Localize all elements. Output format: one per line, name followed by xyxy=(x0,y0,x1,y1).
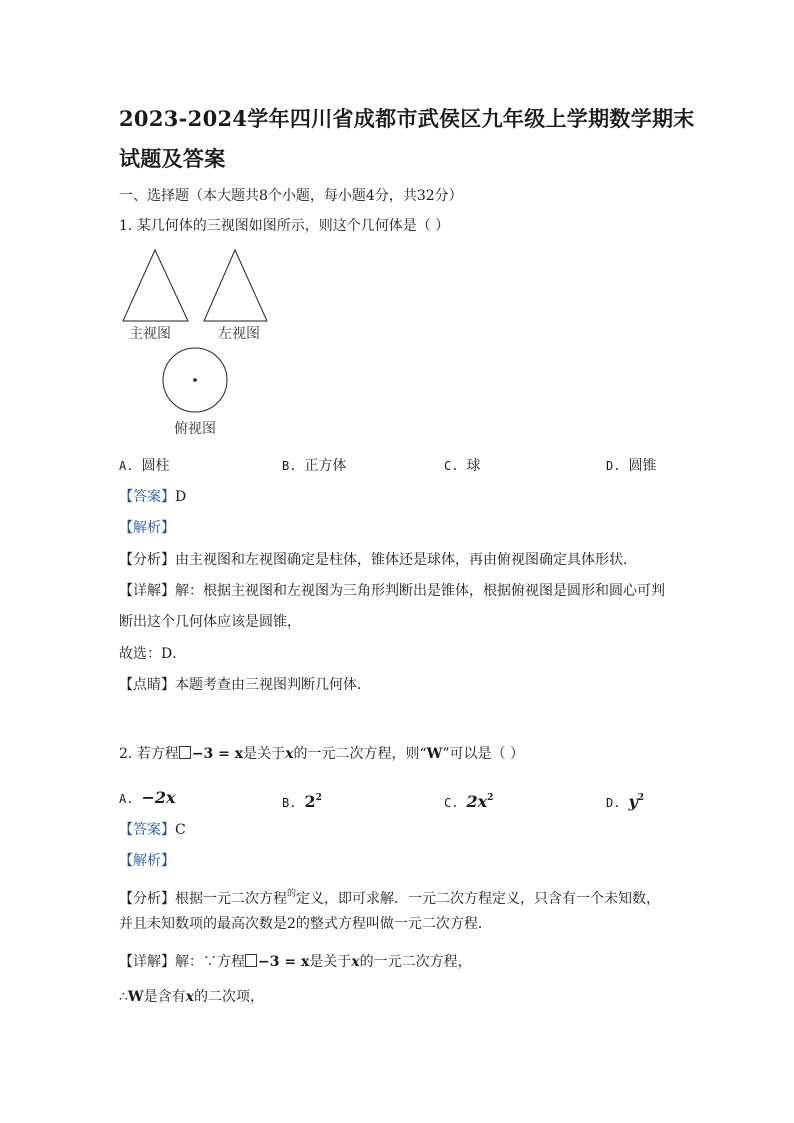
option-label: C. xyxy=(444,796,459,810)
option-label: A. xyxy=(119,792,134,806)
answer-value: C xyxy=(175,822,186,838)
front-view-triangle xyxy=(123,250,188,321)
q2-therefore-line xyxy=(119,988,264,1006)
top-view-label: 俯视图 xyxy=(174,421,216,437)
q1-xiangjie-line2: 断出这个几何体应该是圆锥， xyxy=(119,614,301,630)
option-math-base: 2x xyxy=(466,792,488,811)
q1-analysis-tag xyxy=(119,519,175,537)
q1-conclusion: 故选：D． xyxy=(119,646,187,662)
fenxi-tag: 【分析】 xyxy=(119,552,175,568)
q1-stem: 1. 某几何体的三视图如图所示，则这个几何体是（ ） xyxy=(119,218,450,234)
front-view-label: 主视图 xyxy=(129,326,171,342)
fenxi-de: 的 xyxy=(287,889,297,899)
q1-fenxi xyxy=(119,551,637,569)
therefore-text-c: 的二次项， xyxy=(194,989,265,1005)
q2-stem-mid: 是关于 xyxy=(243,746,286,762)
q2-answer xyxy=(119,821,186,839)
therefore-variable: x xyxy=(185,989,195,1005)
option-text: 球 xyxy=(466,458,481,474)
w-symbol: W xyxy=(127,989,144,1005)
fenxi-text-a: 根据一元二次方程 xyxy=(175,891,287,907)
fenxi-text: 由主视图和左视图确定是柱体，锥体还是球体，再由俯视图确定具体形状． xyxy=(175,552,637,568)
xiangjie-variable: x xyxy=(351,954,360,970)
q2-fenxi-line1 xyxy=(119,885,660,908)
option-text: 正方体 xyxy=(304,458,347,474)
analysis-tag: 【解析】 xyxy=(119,520,175,536)
therefore-text-b: 是含有 xyxy=(143,989,186,1005)
fenxi-text-b: 定义，即可求解．一元二次方程定义，只含有一个未知数， xyxy=(296,891,661,907)
option-math-exponent: 2 xyxy=(487,793,494,803)
q2-xiangjie xyxy=(119,953,472,971)
q2-option-c[interactable] xyxy=(444,789,493,812)
option-text: 圆柱 xyxy=(141,458,170,474)
option-label: A. xyxy=(119,459,134,473)
xiangjie-text-b: 是关于 xyxy=(309,954,352,970)
analysis-tag: 【解析】 xyxy=(119,853,175,869)
q2-stem-pre: 2. 若方程 xyxy=(119,746,179,762)
xiangjie-text-c: 的一元二次方程， xyxy=(359,954,472,970)
section-heading: 一、选择题（本大题共8个小题，每小题4分，共32分） xyxy=(119,188,463,204)
q2-fenxi-line2: 并且未知数项的最高次数是2的整式方程叫做一元二次方程． xyxy=(119,916,492,932)
q2-option-d[interactable] xyxy=(606,789,644,812)
therefore-symbol: ∴ xyxy=(119,989,128,1005)
q2-option-a[interactable] xyxy=(119,789,176,808)
dianjing-text: 本题考查由三视图判断几何体． xyxy=(175,677,371,693)
q1-option-d[interactable] xyxy=(606,457,656,475)
option-math-exponent: 2 xyxy=(315,793,322,803)
q1-option-b[interactable] xyxy=(282,457,346,475)
q1-dianjing xyxy=(119,676,371,694)
option-label: B. xyxy=(282,796,297,810)
three-view-figure xyxy=(119,245,289,440)
q2-stem-post2: ”可以是（ ） xyxy=(442,746,524,762)
option-math: −2x xyxy=(141,788,176,807)
xiangjie-tag: 【详解】 xyxy=(119,583,175,599)
dianjing-tag: 【点睛】 xyxy=(119,677,175,693)
xiangjie-equation: −3 = x xyxy=(258,954,310,970)
option-math-exponent: 2 xyxy=(637,793,645,803)
q1-answer xyxy=(119,488,186,506)
top-view-center-dot xyxy=(193,378,197,382)
answer-value: D xyxy=(175,489,187,505)
left-view-label: 左视图 xyxy=(218,326,260,342)
blank-box xyxy=(245,954,257,967)
xiangjie-tag: 【详解】 xyxy=(119,954,175,970)
page-title-line1: 2023-2024学年四川省成都市武侯区九年级上学期数学期末 xyxy=(119,106,695,131)
xiangjie-text-a: 解：∵方程 xyxy=(175,954,245,970)
q1-xiangjie-line1 xyxy=(119,582,665,600)
option-text: 圆锥 xyxy=(628,458,657,474)
answer-tag: 【答案】 xyxy=(119,822,175,838)
q2-stem-post1: 的一元二次方程，则“ xyxy=(293,746,427,762)
option-math-base: y xyxy=(628,792,638,811)
left-view-triangle xyxy=(204,250,267,321)
xiangjie-text: 解：根据主视图和左视图为三角形判断出是锥体，根据俯视图是圆形和圆心可判 xyxy=(175,583,665,599)
page-title-line2: 试题及答案 xyxy=(119,146,226,171)
option-math-base: 2 xyxy=(304,792,316,811)
q2-stem xyxy=(119,745,524,763)
q2-w-symbol: W xyxy=(426,746,443,762)
q2-option-b[interactable] xyxy=(282,789,322,812)
q1-option-a[interactable] xyxy=(119,457,169,475)
option-label: D. xyxy=(606,459,621,473)
answer-tag: 【答案】 xyxy=(119,489,175,505)
q2-equation: −3 = x xyxy=(191,746,244,762)
option-label: D. xyxy=(606,796,621,810)
option-label: B. xyxy=(282,459,297,473)
q2-variable: x xyxy=(285,746,294,762)
blank-box xyxy=(179,746,191,759)
fenxi-tag: 【分析】 xyxy=(119,891,175,907)
q1-option-c[interactable] xyxy=(444,457,480,475)
q2-analysis-tag xyxy=(119,852,175,870)
option-label: C. xyxy=(444,459,459,473)
